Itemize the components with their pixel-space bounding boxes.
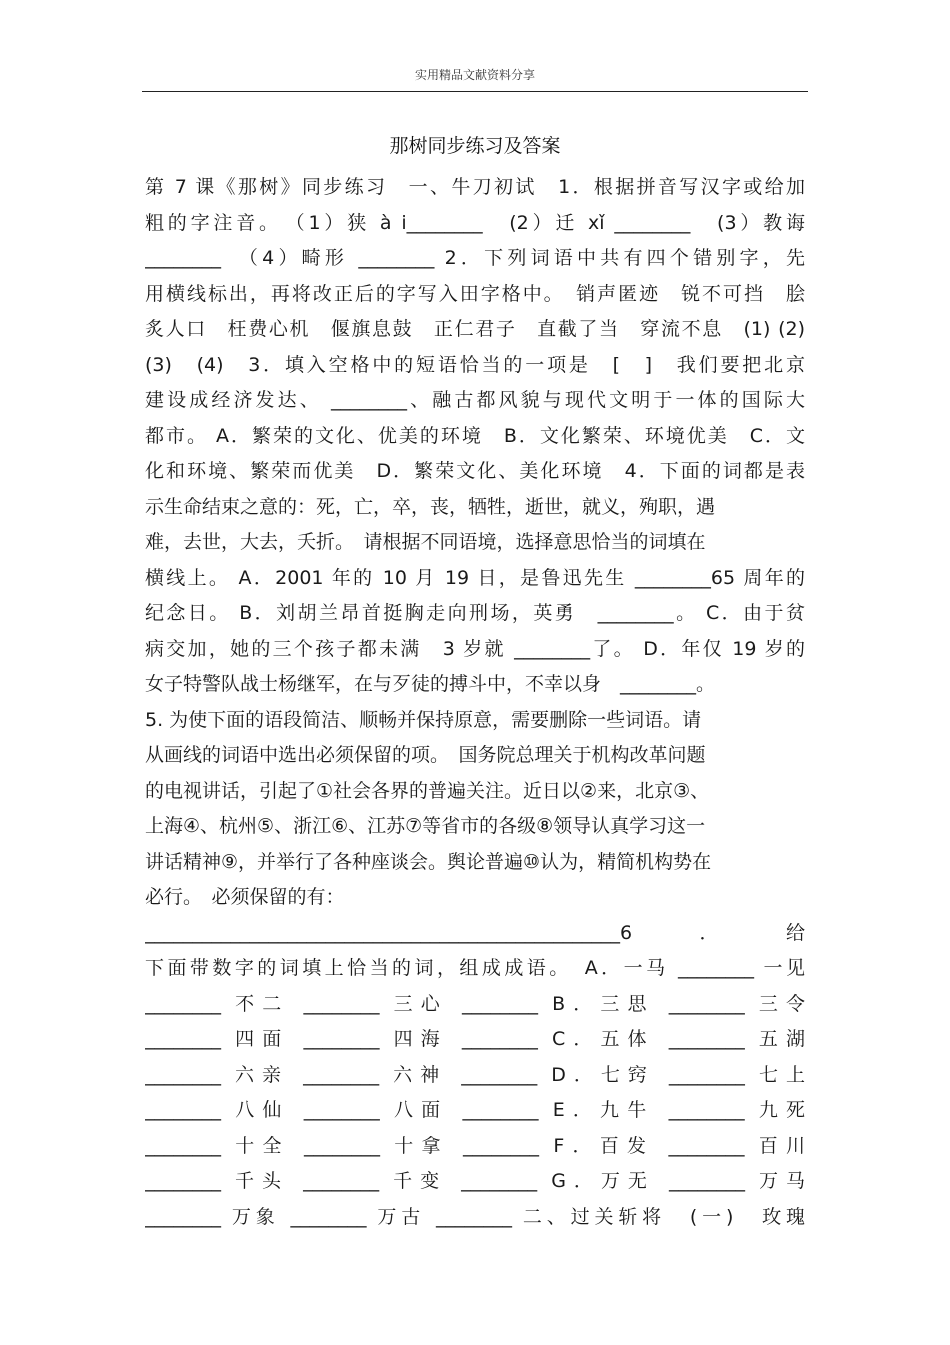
text-line: 第 7 课《那树》同步练习 一、牛刀初试 1．根据拼音写汉字或给加 <box>145 176 805 198</box>
text-line: 用横线标出，再将改正后的字写入田字格中。 销声匿迹 锐不可挡 脍 <box>145 282 805 305</box>
text-line: 横线上。 A．2001 年的 10 月 19 日，是鲁迅先生 ________65 周年的 <box>145 566 805 589</box>
text-line: ________ 六亲 ________ 六神 ________ D．七窍 ________ 七上 <box>145 1063 805 1086</box>
text-line: 化和环境、繁荣而优美 D．繁荣文化、美化环境 4．下面的词都是表 <box>145 460 805 482</box>
text-line: 女子特警队战士杨继军，在与歹徒的搏斗中，不幸以身 ________。 <box>145 673 716 695</box>
document-body <box>145 170 805 1235</box>
text-line: 下面带数字的词填上恰当的词，组成成语。 A．一马 ________ 一见 <box>145 957 805 979</box>
text-line: 上海④、杭州⑤、浙江⑥、江苏⑦等省市的各级⑧领导认真学习这一 <box>145 815 706 837</box>
page-header: 实用精品文献资料分享 <box>414 68 535 82</box>
text-line: ________ 万象 ________ 万古 ________ 二、过关斩将 (一) 玫瑰 <box>145 1205 805 1228</box>
text-line: ________ 十全 ________ 十拿 ________ F．百发 ________ 百川 <box>145 1134 805 1157</box>
text-line: 建设成经济发达、 ________、融古都风貌与现代文明于一体的国际大 <box>145 389 805 411</box>
text-line: 的电视讲话，引起了①社会各界的普遍关注。近日以②来，北京③、 <box>145 779 710 802</box>
text-line: ________ 千头 ________ 千变 ________ G．万无 ________ 万马 <box>145 1170 805 1192</box>
text-line: ________ 四面 ________ 四海 ________ C．五体 ________ 五湖 <box>145 1028 805 1050</box>
text-line: 病交加，她的三个孩子都未满 3 岁就 ________了。 D．年仅 19 岁的 <box>145 637 805 660</box>
text-line: ________ 不二 ________ 三心 ________ B．三思 ________ 三令 <box>145 992 805 1015</box>
document-title: 那树同步练习及答案 <box>389 135 561 157</box>
text-line: 炙人口 枉费心机 偃旗息鼓 正仁君子 直截了当 穿流不息 (1) (2) <box>145 318 805 340</box>
text-line: __________________________________________________6．给 <box>145 921 805 944</box>
text-line: 难，去世，大去，夭折。 请根据不同语境，选择意思恰当的词填在 <box>145 531 706 553</box>
text-line: 讲话精神⑨，并举行了各种座谈会。舆论普遍⑩认为，精简机构势在 <box>145 850 712 873</box>
text-line: ________ 八仙 ________ 八面 ________ E．九牛 ________ 九死 <box>145 1099 805 1121</box>
text-line: ________ （4）畸形 ________ 2．下列词语中共有四个错别字，先 <box>145 247 805 269</box>
text-line: 5. 为使下面的语段简洁、顺畅并保持原意，需要删除一些词语。请 <box>145 708 702 731</box>
text-line: 示生命结束之意的：死，亡，卒，丧，牺牲，逝世，就义，殉职，遇 <box>145 495 716 518</box>
text-line: 纪念日。 B．刘胡兰昂首挺胸走向刑场，英勇 ________。 C．由于贫 <box>145 602 805 624</box>
text-line: 必行。 必须保留的有： <box>145 886 345 908</box>
header-divider <box>142 91 808 92</box>
text-line: 都市。 A．繁荣的文化、优美的环境 B．文化繁荣、环境优美 C．文 <box>145 424 805 447</box>
text-line: 从画线的词语中选出必须保留的项。 国务院总理关于机构改革问题 <box>145 744 706 766</box>
text-line: (3) (4) 3．填入空格中的短语恰当的一项是 [ ] 我们要把北京 <box>145 353 805 376</box>
text-line: 粗的字注音。 （1）狭 à i________ (2）迁 xǐ ________ (3）教诲 <box>145 211 805 234</box>
